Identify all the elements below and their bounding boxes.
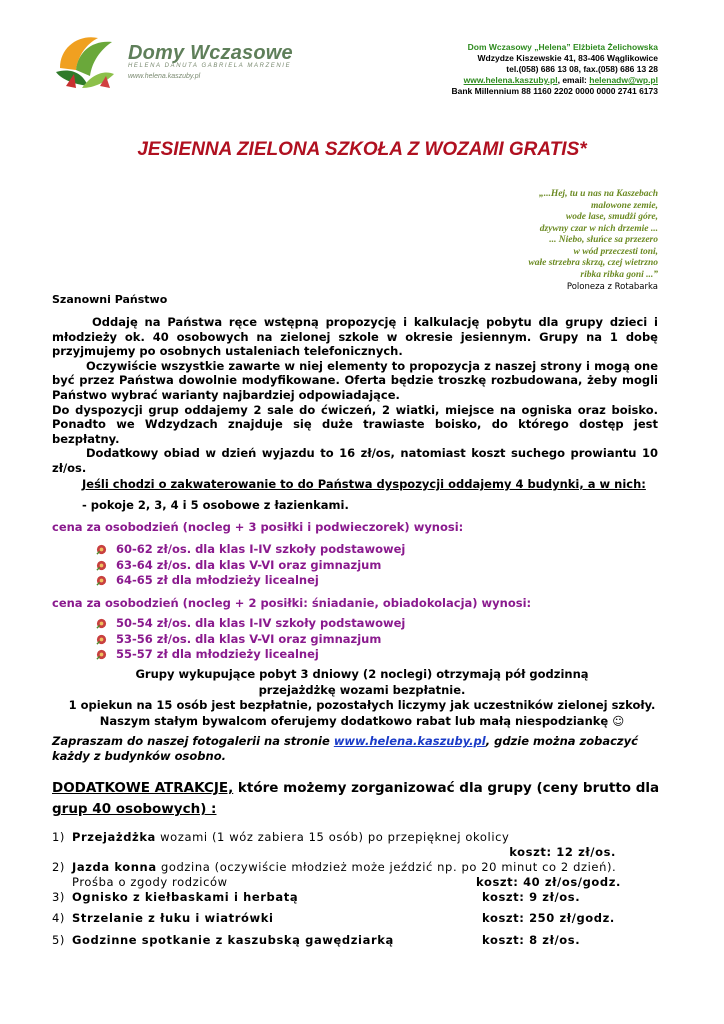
rooms-info: - pokoje 2, 3, 4 i 5 osobowe z łazienkami. [82,498,349,512]
paragraph: Dodatkowy obiad w dzień wyjazdu to 16 zł/os, natomiast koszt suchego prowiantu 10 zł/os. [52,446,658,475]
list-item: 55-57 zł dla młodzieży licealnej [96,647,405,663]
logo-url: www.helena.kaszuby.pl [128,73,201,80]
flower-bullet-icon [96,618,107,629]
poem-line: dzywny czar w nich drzemie ... [539,223,658,234]
attraction-item: 1) Przejażdżka wozami (1 wóz zabiera 15 osób) po przepięknej okolicy koszt: 12 zł/os. [52,830,662,860]
poem-line: „...Hej, tu u nas na Kaszebach [538,189,658,199]
flower-bullet-icon [96,544,107,555]
list-item: 64-65 zł dla młodzieży licealnej [96,573,405,589]
gallery-invite: Zapraszam do naszej fotogalerii na stronie www.helena.kaszuby.pl, gdzie można zobaczyć każdy z budynków osobno. [52,734,638,763]
poem-line: ribka ribka goni ...” [580,269,658,280]
contact-block [451,42,658,97]
attraction-item: 5) Godzinne spotkanie z kaszubską gawędziarką koszt: 8 zł/os. [52,933,581,947]
contact-web-link[interactable]: www.helena.kaszuby.pl [463,75,558,85]
attraction-price: koszt: 12 zł/os. [509,845,616,859]
paragraph: Do dyspozycji grup oddajemy 2 sale do ćwiczeń, 2 wiatki, miejsce na ogniska oraz boisko. Ponadto we Wdzydzach znajduje się duże trawiaste boisko, do którego dostęp jest bezpłatny. [52,402,658,446]
gallery-link[interactable]: www.helena.kaszuby.pl [333,734,486,748]
greeting: Szanowni Państwo [52,293,168,306]
price-heading-full: cena za osobodzień (nocleg + 3 posiłki i podwieczorek) wynosi: [52,520,464,534]
flower-bullet-icon [96,575,107,586]
poem-line: wałe strzebra skrzą, czej wietrzno [528,258,658,268]
attraction-item: 2) Jazda konna godzina (oczywiście młodzież może jeździć np. po 20 minut co 2 dzień). Prośba o zgody rodziców koszt: 40 zł/os/godz. [52,860,622,889]
note-line: przejażdżkę wozami bezpłatnie. [258,682,466,697]
poem-line: wode lase, smudżi góre, [565,212,658,222]
poem-line: ... Niebo, słuńce sa przezero [549,235,658,245]
attraction-item: 4) Strzelanie z łuku i wiatrówki koszt: 250 zł/godz. [52,911,615,925]
group-notes [52,667,672,729]
contact-email-link[interactable]: helenadw@wp.pl [589,75,658,85]
price-list-half [96,616,405,663]
contact-email-label: , email: [557,75,590,85]
price-list-full [96,542,405,589]
logo-emblem-icon [52,28,122,98]
list-item: 53-56 zł/os. dla klas V-VI oraz gimnazjum [96,632,405,648]
attractions-title: DODATKOWE ATRAKCJE, które możemy zorganizować dla grupy (ceny brutto dla grup 40 osobowych) : [52,780,660,817]
attraction-item: 3) Ognisko z kiełbaskami i herbatą koszt: 9 zł/os. [52,890,581,904]
note-line: Naszym stałym bywalcom oferujemy dodatkowo rabat lub małą niespodziankę ☺ [99,713,625,728]
attraction-price: koszt: 8 zł/os. [482,933,581,947]
logo-title: Domy Wczasowe [128,42,293,64]
letter-body [52,315,658,476]
flower-bullet-icon [96,649,107,660]
list-item: 63-64 zł/os. dla klas V-VI oraz gimnazjum [96,558,405,574]
attraction-price: koszt: 250 zł/godz. [482,911,615,925]
note-line: 1 opiekun na 15 osób jest bezpłatnie, pozostałych liczymy jak uczestników zielonej szkoły. [68,698,656,712]
contact-phone: tel.(058) 686 13 08, fax.(058) 686 13 28 [506,64,658,74]
accommodation-title: Jeśli chodzi o zakwaterowanie to do Państwa dyspozycji oddajemy 4 budynki, a w nich: [82,477,646,491]
page-title: JESIENNA ZIELONA SZKOŁA Z WOZAMI GRATIS* [137,139,587,160]
note-line: Grupy wykupujące pobyt 3 dniowy (2 noclegi) otrzymają pół godzinną [135,667,589,681]
poem-line: malowone zemie, [590,200,658,211]
poem-line: w wód przeczesti toni, [573,246,658,257]
contact-address: Wdzydze Kiszewskie 41, 83-406 Wąglikowice [477,53,658,63]
attraction-price: koszt: 40 zł/os/godz. [476,875,622,889]
poem-source: Poloneza z Rotabarka [566,282,658,292]
contact-bank: Bank Millennium 88 1160 2202 0000 0000 2741 6173 [451,86,658,96]
price-heading-half: cena za osobodzień (nocleg + 2 posiłki: śniadanie, obiadokolacja) wynosi: [52,596,532,610]
logo-subtitle: HELENA DANUTA GABRIELA MARZENIE [128,63,292,69]
list-item: 50-54 zł/os. dla klas I-IV szkoły podstawowej [96,616,405,632]
attraction-price: koszt: 9 zł/os. [482,890,581,904]
flower-bullet-icon [96,560,107,571]
contact-name: Dom Wczasowy „Helena” Elżbieta Żelichowska [467,42,658,52]
flower-bullet-icon [96,634,107,645]
list-item: 60-62 zł/os. dla klas I-IV szkoły podstawowej [96,542,405,558]
paragraph: Oczywiście wszystkie zawarte w niej elementy to propozycja z naszej strony i mogą one być przez Państwa dowolnie modyfikowane. Oferta będzie troszkę rozbudowana, żeby mogli Państwo wybrać warianty najbardziej odpowiadające. [52,358,658,402]
paragraph: Oddaję na Państwa ręce wstępną propozycję i kalkulację pobytu dla grupy dzieci i młodzieży ok. 40 osobowych na zielonej szkole w okresie jesiennym. Grupy na 1 dobę przyjmujemy po osobnych ustaleniach telefonicznych. [52,315,658,359]
poem [528,189,658,281]
